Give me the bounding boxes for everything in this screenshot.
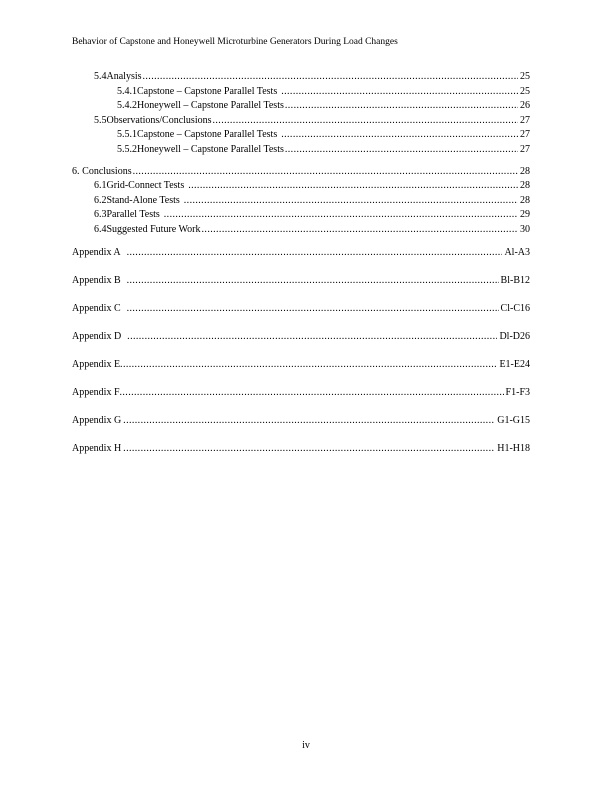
appendix-title: Appendix H <box>72 442 122 454</box>
toc-title: Suggested Future Work <box>106 223 201 235</box>
dot-leader <box>164 208 518 223</box>
toc-title: Conclusions <box>82 165 132 177</box>
dot-leader <box>285 143 518 158</box>
toc-title: Capstone – Capstone Parallel Tests <box>137 85 278 97</box>
toc-title: Observations/Conclusions <box>106 114 212 126</box>
dot-leader <box>202 223 518 238</box>
toc-number: 6.1 <box>94 180 107 192</box>
toc-page: 28 <box>520 165 530 177</box>
toc-number: 6.4 <box>94 223 107 235</box>
toc-page: 27 <box>520 143 530 155</box>
toc-title: Parallel Tests <box>106 209 160 221</box>
toc-number: 5.4 <box>94 71 107 82</box>
appendix-f <box>72 386 530 414</box>
appendix-g <box>72 414 530 442</box>
toc-title: Analysis <box>106 71 142 82</box>
appendix-title: Appendix G <box>72 414 122 426</box>
appendix-title: Appendix A <box>72 246 121 258</box>
toc-page: 29 <box>520 209 530 221</box>
dot-leader <box>213 114 519 129</box>
appendix-title: Appendix C <box>72 302 121 314</box>
toc-number: 5.5.2 <box>117 143 137 155</box>
dot-leader <box>184 194 518 209</box>
dot-leader <box>133 165 518 180</box>
dot-leader <box>123 414 495 429</box>
appendix-pages: F1-F3 <box>505 386 530 398</box>
dot-leader <box>120 386 504 401</box>
appendix-title: Appendix B <box>72 274 121 286</box>
toc-entry-6-3 <box>72 208 530 223</box>
appendix-a <box>72 246 530 274</box>
appendix-h <box>72 442 530 470</box>
dot-leader <box>127 330 497 345</box>
toc-number: 5.4.2 <box>117 100 137 112</box>
toc-entry-6-1 <box>72 179 530 194</box>
toc-title: Capstone – Capstone Parallel Tests <box>137 129 278 141</box>
toc-number: 5.5 <box>94 114 107 126</box>
toc-number: 6. <box>72 165 80 177</box>
dot-leader <box>281 128 518 143</box>
appendix-b <box>72 274 530 302</box>
toc-page: 28 <box>520 194 530 206</box>
toc-entry-5-4-2 <box>72 99 530 114</box>
appendix-pages: H1-H18 <box>497 442 530 454</box>
toc-number: 6.3 <box>94 209 107 221</box>
toc-entry-5-4 <box>72 70 530 85</box>
appendix-e <box>72 358 530 386</box>
appendix-title: Appendix D <box>72 330 122 342</box>
appendix-d <box>72 330 530 358</box>
appendix-pages: G1-G15 <box>497 414 530 426</box>
toc-number: 5.5.1 <box>117 129 137 141</box>
appendix-pages: Cl-C16 <box>500 302 530 314</box>
appendix-pages: E1-E24 <box>499 358 530 370</box>
table-of-contents <box>72 70 530 470</box>
running-header: Behavior of Capstone and Honeywell Microturbine Generators During Load Changes <box>72 37 398 47</box>
toc-entry-6-4 <box>72 223 530 238</box>
appendix-pages: Bl-B12 <box>500 274 530 286</box>
toc-page: 28 <box>520 180 530 192</box>
appendix-title: Appendix E <box>72 358 121 370</box>
toc-entry-6 <box>72 165 530 180</box>
toc-number: 5.4.1 <box>117 85 137 97</box>
toc-entry-5-5-1 <box>72 128 530 143</box>
toc-title: Honeywell – Capstone Parallel Tests <box>137 100 284 112</box>
toc-title: Stand-Alone Tests <box>106 194 180 206</box>
toc-page: 25 <box>520 85 530 97</box>
toc-page: 27 <box>520 114 530 126</box>
appendix-pages: Al-A3 <box>504 246 530 258</box>
toc-number: 6.2 <box>94 194 107 206</box>
dot-leader <box>127 246 503 261</box>
appendix-pages: Dl-D26 <box>499 330 530 342</box>
toc-title: Honeywell – Capstone Parallel Tests <box>137 143 284 155</box>
toc-page: 30 <box>520 223 530 235</box>
toc-page: 27 <box>520 129 530 141</box>
toc-title: Grid-Connect Tests <box>106 180 185 192</box>
toc-entry-6-2 <box>72 194 530 209</box>
dot-leader <box>120 358 497 373</box>
toc-page: 26 <box>520 100 530 112</box>
dot-leader <box>143 70 519 85</box>
toc-entry-5-4-1 <box>72 85 530 100</box>
dot-leader <box>123 442 495 457</box>
dot-leader <box>127 274 499 289</box>
toc-entry-5-5 <box>72 114 530 129</box>
page-number: iv <box>302 740 310 751</box>
appendix-title: Appendix F <box>72 386 120 398</box>
dot-leader <box>127 302 499 317</box>
dot-leader <box>285 99 518 114</box>
toc-entry-5-5-2 <box>72 143 530 158</box>
toc-page: 25 <box>520 71 530 82</box>
appendix-c <box>72 302 530 330</box>
dot-leader <box>188 179 518 194</box>
dot-leader <box>281 85 518 100</box>
